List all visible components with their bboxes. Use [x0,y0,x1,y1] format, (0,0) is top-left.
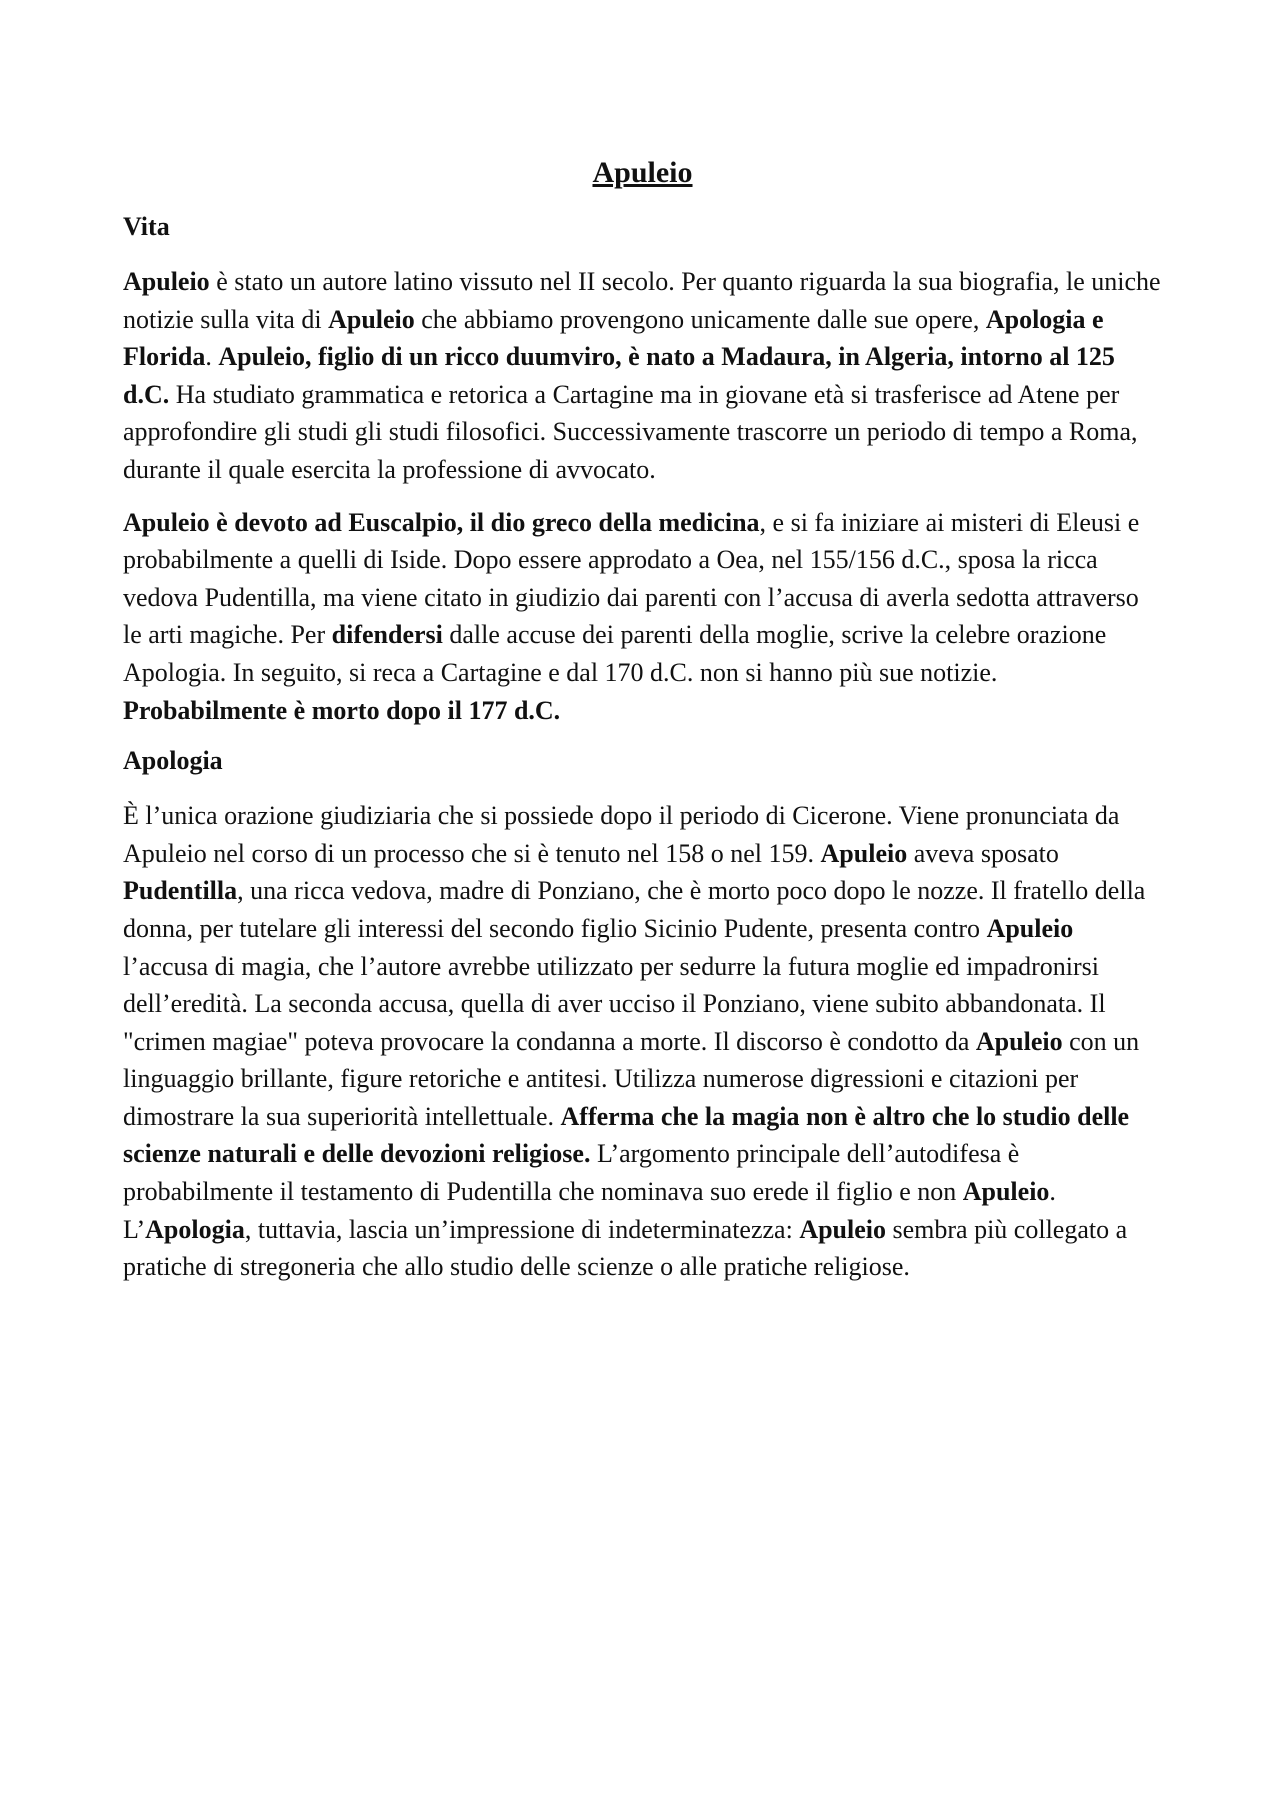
page-title: Apuleio [592,156,693,189]
bold-text-run: Apuleio è devoto ad Euscalpio, il dio greco della medicina [123,507,760,537]
text-run: , una ricca vedova, madre di Ponziano, che è morto poco dopo le nozze. Il fratello della donna, per tutelare gli interessi del secondo figlio Sicinio Pudente, presenta contro [123,876,1146,943]
text-run: L’argomento principale dell’autodifesa è probabilmente il testamento di Pudentilla che nominava suo erede il figlio e non [123,1139,1020,1207]
text-run: con un linguaggio brillante, figure retoriche e antitesi. Utilizza numerose digressioni e citazioni per dimostrare la sua superiorità intellettuale. [123,1026,1140,1131]
bold-text-run: Probabilmente è morto dopo il 177 d.C. [123,695,561,725]
text-run: , tuttavia, lascia un’impressione di indeterminatezza: [244,1214,800,1244]
bold-text-run: Apuleio [799,1214,886,1244]
bold-text-run: Apuleio [986,913,1074,943]
section-heading-apologia: Apologia [123,746,223,776]
text-run: sembra più collegato a pratiche di stregoneria che allo studio delle scienze o alle pratiche religiose. [123,1214,1128,1282]
text-run: aveva sposato [907,838,1059,868]
text-run: l’accusa di magia, che l’autore avrebbe utilizzato per sedurre la futura moglie ed impadronirsi dell’eredità. La seconda accusa, quella di aver ucciso il Ponziano, viene subito abbandonata. Il "crimen magiae" poteva provocare la condanna a morte. Il discorso è condotto da [123,951,1106,1056]
bold-text-run: Pudentilla [123,876,238,906]
bold-text-run: Apuleio [328,304,415,334]
bold-text-run: Apologia e Florida [123,304,1104,372]
paragraph [123,263,1162,489]
text-run: . L’ [123,1177,1056,1244]
text-run: che abbiamo provengono unicamente dalle sue opere, [414,304,986,334]
text-run: Ha studiato grammatica e retorica a Cartagine ma in giovane età si trasferisce ad Atene per approfondire gli studi gli studi filosofici. Successivamente trascorre un periodo di tempo a Roma, durante il quale esercita la professione di avvocato. [123,379,1138,484]
bold-text-run: Apuleio [123,267,210,296]
bold-text-run: difendersi [331,620,443,650]
bold-text-run: Apuleio [962,1177,1050,1207]
bold-text-run: Apuleio [820,838,908,868]
text-run: . [205,342,219,372]
bold-text-run: Afferma che la magia non è altro che lo studio delle scienze naturali e delle devozioni religiose. [123,1101,1130,1169]
paragraph [123,797,1162,1286]
bold-text-run: Apuleio [975,1026,1063,1056]
paragraph [123,504,1162,730]
text-run: , e si fa iniziare ai misteri di Eleusi e probabilmente a quelli di Iside. Dopo essere approdato a Oea, nel 155/156 d.C., sposa la ricca vedova Pudentilla, ma viene citato in giudizio dai parenti con l’accusa di averla sedotta attraverso le arti magiche. Per [123,507,1140,650]
section-heading-vita: Vita [123,212,170,241]
text-run: dalle accuse dei parenti della moglie, scrive la celebre orazione Apologia. In seguito, si reca a Cartagine e dal 170 d.C. non si hanno più sue notizie. [123,620,1107,687]
text-run: È l’unica orazione giudiziaria che si possiede dopo il periodo di Cicerone. Viene pronunciata da Apuleio nel corso di un processo che si è tenuto nel 158 o nel 159. [123,801,1120,868]
text-run: è stato un autore latino vissuto nel II secolo. Per quanto riguarda la sua biografia, le uniche notizie sulla vita di [123,267,1161,334]
bold-text-run: Apologia [145,1214,245,1244]
bold-text-run: Apuleio, figlio di un ricco duumviro, è nato a Madaura, in Algeria, intorno al 125 d.C. [123,342,1115,409]
